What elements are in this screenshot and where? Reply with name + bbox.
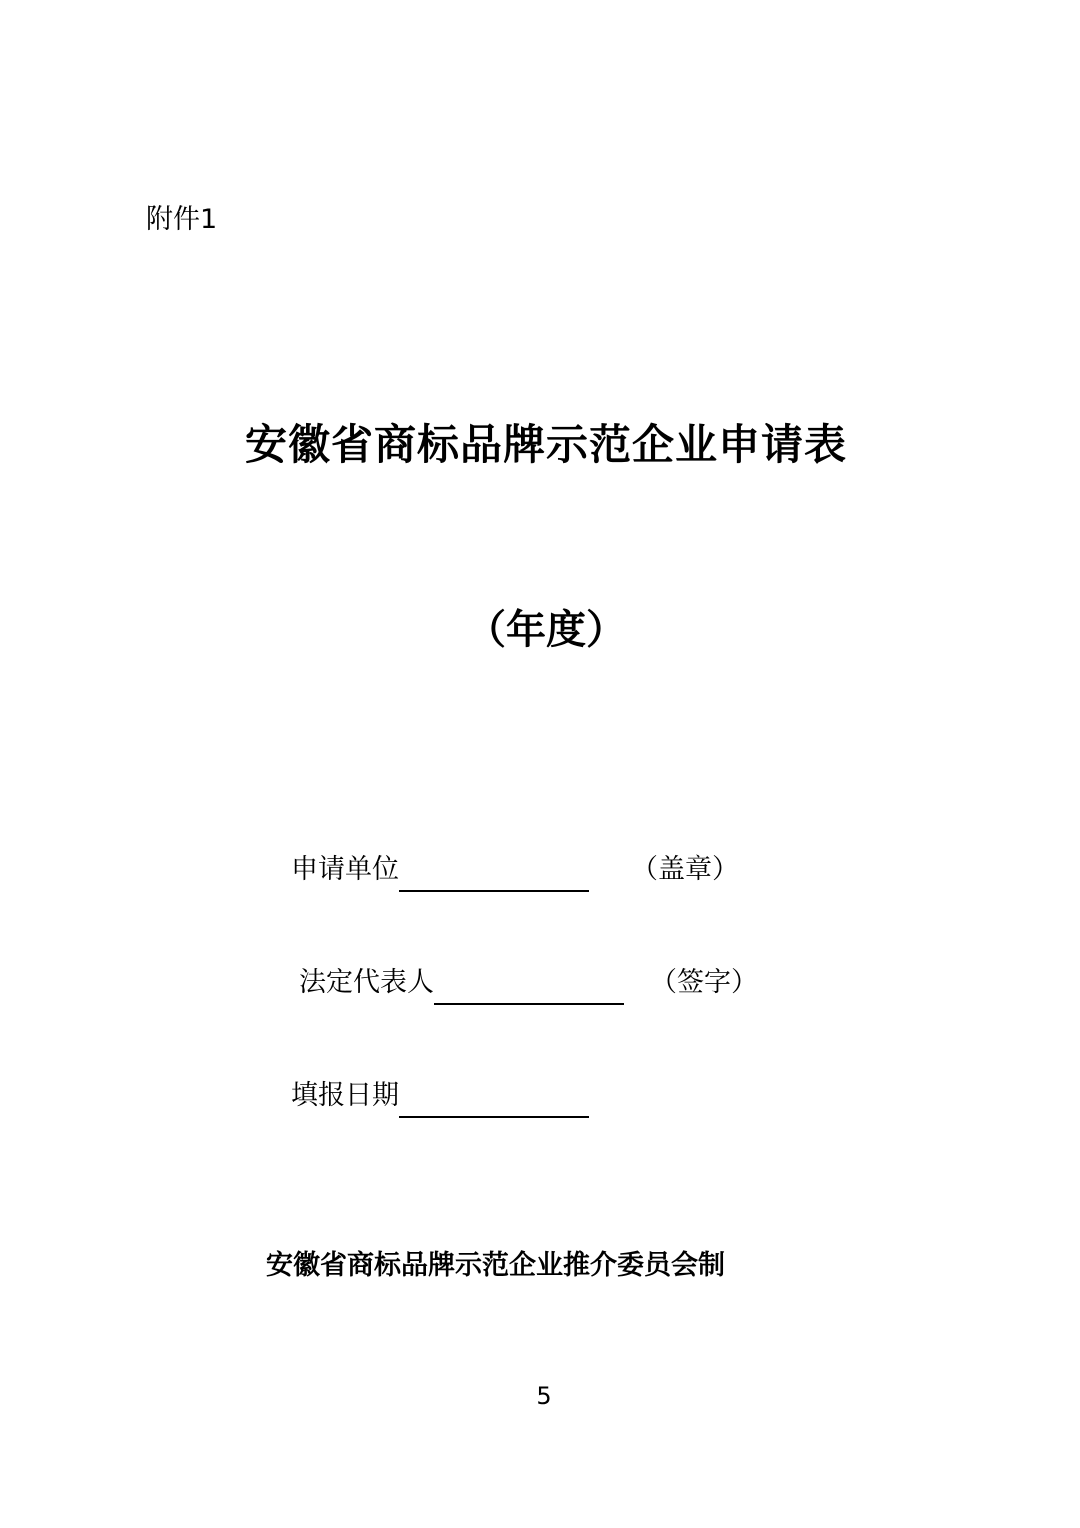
applicant-fill-line[interactable] <box>399 860 589 892</box>
applicant-field-row <box>291 848 739 892</box>
legal-representative-field-row <box>299 961 758 1005</box>
legal-representative-signature-note: （签字） <box>650 967 758 998</box>
fill-date-fill-line[interactable] <box>399 1086 589 1118</box>
applicant-seal-note: （盖章） <box>631 854 739 885</box>
issuer-line: 安徽省商标品牌示范企业推介委员会制 <box>266 1250 725 1281</box>
document-title: 安徽省商标品牌示范企业申请表 <box>244 420 847 469</box>
legal-representative-fill-line[interactable] <box>434 973 624 1005</box>
applicant-label: 申请单位 <box>291 854 399 885</box>
fill-date-field-row <box>291 1074 631 1118</box>
page-number: 5 <box>536 1382 552 1410</box>
fill-date-label: 填报日期 <box>291 1080 399 1111</box>
legal-representative-label: 法定代表人 <box>299 967 434 998</box>
document-subtitle: （年度） <box>466 607 626 653</box>
attachment-label: 附件1 <box>146 204 218 235</box>
